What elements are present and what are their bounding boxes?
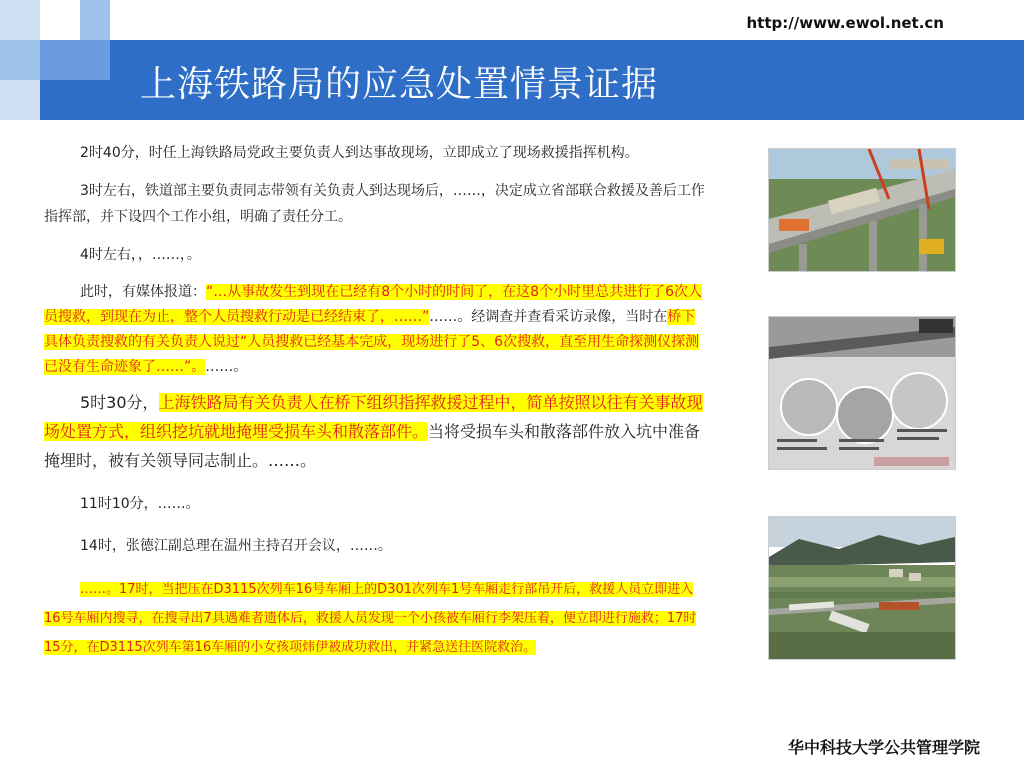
highlight-rescue: ……。17时，当把压在D3115次列车16号车厢上的D301次列车1号车厢走行部吊开后，救援人员立即进入16号车厢内搜寻，在搜寻出7具遇难者遗体后，救援人员发现一个小孩被车厢行李架压着，便立即进行施救；17时15分，在D3115次列车第16车厢的小女孩项炜伊被成功救出，并紧急送往医院救治。	[44, 582, 697, 655]
deco-square	[80, 0, 110, 40]
deco-square	[0, 80, 40, 120]
paragraph-8	[44, 575, 708, 662]
paragraph-6: 11时10分，……。	[80, 496, 200, 512]
page-title: 上海铁路局的应急处置情景证据	[140, 64, 659, 105]
text-run: ……。经调查并查看采访录像，当时在	[429, 309, 668, 325]
highlight-media-report: “…从事故发生到现在已经有8个小时的时间了，在这8个小时里总共进行了6次人员搜救，到现在为止，整个人员搜救行动是已经结束了，……”	[44, 284, 702, 325]
aerial-view-photo	[768, 516, 956, 660]
deco-square	[40, 40, 110, 80]
paragraph-2: 3时左右，铁道部主要负责同志带领有关负责人到达现场后，……，决定成立省部联合救援及善后工作指挥部，并下设四个工作小组，明确了责任分工。	[44, 183, 705, 225]
deco-square	[40, 0, 80, 40]
text-run: ……。	[205, 359, 248, 375]
news-graphic-photo	[768, 316, 956, 470]
paragraph-5	[44, 388, 708, 475]
deco-square	[0, 40, 40, 80]
highlight-burial-order: 上海铁路局有关负责人在桥下组织指挥救援过程中，简单按照以往有关事故现场处置方式，组织挖坑就地掩埋受损车头和散落部件。	[44, 393, 703, 441]
paragraph-1: 2时40分，时任上海铁路局党政主要负责人到达事故现场，立即成立了现场救援指挥机构。	[80, 145, 639, 161]
institution-name: 华中科技大学公共管理学院	[787, 738, 980, 757]
paragraph-3: 4时左右，，……，。	[80, 247, 201, 263]
source-url: http://www.ewol.net.cn	[746, 14, 944, 32]
text-run: 此时，有媒体报道：	[80, 284, 206, 300]
text-run: 当将受损车头和散落部件放入坑中准备掩埋时，被有关领导同志制止。……。	[44, 422, 701, 470]
crash-scene-photo	[768, 148, 956, 272]
crash-scene-image	[769, 149, 955, 271]
paragraph-4	[44, 280, 708, 380]
news-graphic-image	[769, 317, 955, 469]
text-run: 5时30分，	[80, 393, 159, 412]
deco-square	[0, 0, 40, 40]
paragraph-7: 14时，张德江副总理在温州主持召开会议，……。	[80, 538, 392, 554]
highlight-official-statement: 桥下具体负责搜救的有关负责人说过“人员搜救已经基本完成，现场进行了5、6次搜救，直至用生命探测仪探测已没有生命迹象了……”。	[44, 309, 700, 375]
main-content	[44, 140, 708, 674]
aerial-view-image	[769, 517, 955, 659]
